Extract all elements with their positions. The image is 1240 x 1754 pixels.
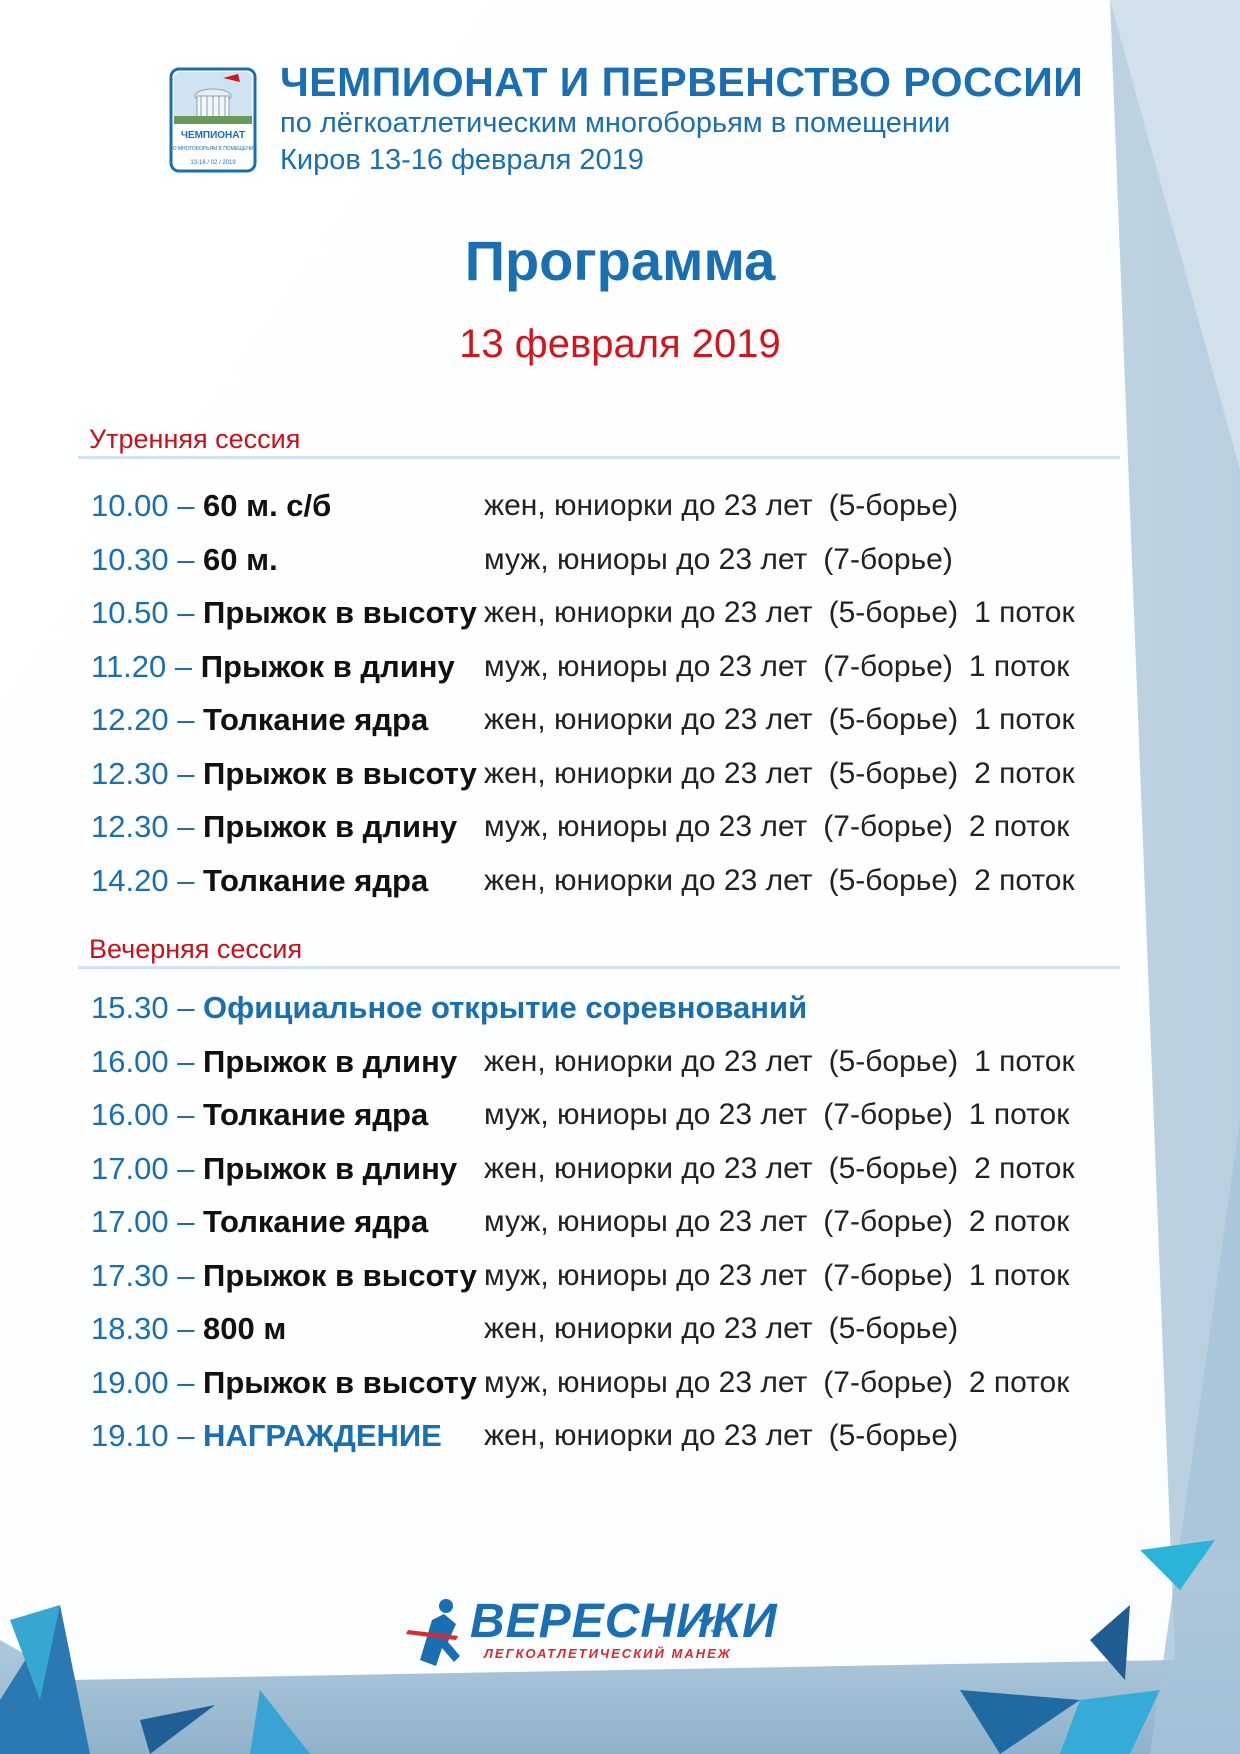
header	[280, 56, 1084, 178]
event-time: 10.00	[91, 488, 169, 523]
event-name: НАГРАЖДЕНИЕ	[203, 1418, 442, 1453]
event-name: Толкание ядра	[203, 1204, 429, 1239]
event-details	[484, 693, 1091, 746]
event-stream: 2 поток	[968, 810, 1070, 843]
event-name: Толкание ядра	[203, 862, 429, 898]
event-details	[484, 1356, 1085, 1409]
event-category: жен, юниорки до 23 лет	[484, 1151, 813, 1185]
event-type: (5-борье)	[828, 1044, 959, 1078]
event-type: (7-борье)	[823, 542, 953, 576]
event-category: муж, юниоры до 23 лет	[484, 1365, 808, 1399]
session-divider	[78, 966, 1120, 969]
event-name: Прыжок в длину	[203, 809, 458, 844]
separator-dash: –	[168, 809, 204, 844]
event-type: (7-борье)	[823, 1205, 953, 1238]
event-name: Прыжок в высоту	[203, 1257, 477, 1293]
event-time: 17.30	[91, 1257, 169, 1293]
event-time: 14.20	[91, 862, 169, 898]
event-details	[484, 1088, 1085, 1141]
separator-dash: –	[168, 990, 204, 1025]
championship-logo	[168, 66, 258, 174]
program-date: 13 февраля 2019	[459, 322, 781, 366]
svg-text:ЧЕМПИОНАТ: ЧЕМПИОНАТ	[180, 130, 246, 141]
event-category: жен, юниорки до 23 лет	[484, 1044, 813, 1078]
schedule-row	[91, 1302, 1141, 1356]
event-type: (7-борье)	[823, 1258, 953, 1292]
event-details	[484, 1409, 974, 1462]
separator-dash: –	[168, 702, 204, 737]
event-type: (5-борье)	[828, 596, 959, 629]
event-category: муж, юниоры до 23 лет	[484, 1205, 808, 1238]
event-name: Прыжок в высоту	[203, 595, 477, 630]
event-time: 17.00	[91, 1150, 169, 1186]
event-details	[484, 1142, 1091, 1195]
event-name: Прыжок в длину	[203, 1043, 458, 1079]
event-name: Официальное открытие соревнований	[203, 990, 808, 1025]
svg-text:13-16 / 02 / 2019: 13-16 / 02 / 2019	[190, 160, 236, 166]
event-stream: 2 поток	[974, 1151, 1075, 1185]
event-name: Прыжок в длину	[200, 648, 455, 684]
event-name: Толкание ядра	[203, 1097, 429, 1132]
event-type: (7-борье)	[823, 810, 953, 843]
event-category: муж, юниоры до 23 лет	[484, 1258, 808, 1292]
session-label-evening: Вечерняя сессия	[89, 934, 303, 964]
event-time: 16.00	[91, 1097, 169, 1132]
schedule-row	[91, 981, 1141, 1035]
event-time: 12.20	[91, 702, 169, 737]
separator-dash: –	[166, 648, 201, 684]
header-subtitle: по лёгкоатлетическим многоборьям в помещении	[280, 107, 951, 139]
program-title: Программа	[464, 229, 776, 292]
event-time: 10.30	[91, 541, 169, 577]
event-time: 19.00	[91, 1364, 169, 1400]
event-details	[484, 800, 1085, 853]
schedule-row	[91, 1035, 1141, 1089]
event-time: 11.20	[91, 648, 167, 684]
event-details	[484, 533, 969, 586]
event-category: жен, юниорки до 23 лет	[484, 596, 813, 629]
separator-dash: –	[168, 1364, 204, 1400]
event-time: 12.30	[91, 809, 169, 844]
event-name: 60 м.	[203, 541, 278, 577]
event-details	[484, 747, 1091, 800]
event-type: (5-борье)	[828, 489, 959, 522]
footer-brand-subtitle: ЛЕГКОАТЛЕТИЧЕСКИЙ МАНЕЖ	[484, 1646, 732, 1661]
session-divider	[78, 456, 1120, 459]
event-type: (5-борье)	[828, 1312, 959, 1345]
event-details	[484, 854, 1091, 907]
event-category: жен, юниорки до 23 лет	[484, 863, 813, 897]
event-stream: 2 поток	[974, 756, 1075, 790]
event-time: 15.30	[91, 990, 169, 1025]
header-city-dates: Киров 13-16 февраля 2019	[280, 144, 644, 176]
event-name: Толкание ядра	[203, 702, 429, 737]
event-type: (5-борье)	[828, 863, 959, 897]
event-type: (5-борье)	[828, 1419, 959, 1452]
schedule-row	[91, 1195, 1141, 1249]
event-name: 60 м. с/б	[203, 488, 332, 523]
event-stream: 1 поток	[974, 703, 1075, 736]
separator-dash: –	[168, 1418, 204, 1453]
event-category: муж, юниоры до 23 лет	[484, 649, 808, 683]
schedule-row	[91, 1249, 1141, 1303]
session-schedule-evening	[91, 981, 1141, 1463]
event-name: Прыжок в длину	[203, 1150, 458, 1186]
separator-dash: –	[168, 541, 204, 577]
header-title: ЧЕМПИОНАТ И ПЕРВЕНСТВО РОССИИ	[280, 59, 1084, 105]
event-time: 19.10	[91, 1418, 169, 1453]
event-type: (7-борье)	[823, 649, 953, 683]
event-details	[484, 1302, 974, 1355]
schedule-row	[91, 586, 1141, 640]
event-category: жен, юниорки до 23 лет	[484, 1419, 813, 1452]
event-category: жен, юниорки до 23 лет	[484, 756, 813, 790]
separator-dash: –	[168, 1150, 204, 1186]
separator-dash: –	[168, 595, 204, 630]
schedule-row	[91, 640, 1141, 694]
event-stream: 1 поток	[968, 649, 1070, 683]
schedule-row	[91, 747, 1141, 801]
svg-text:ПО МНОГОБОРЬЯМ В ПОМЕЩЕНИИ: ПО МНОГОБОРЬЯМ В ПОМЕЩЕНИИ	[168, 146, 258, 152]
event-name: 800 м	[203, 1311, 287, 1346]
event-type: (5-борье)	[828, 756, 959, 790]
event-time: 10.50	[91, 595, 169, 630]
session-schedule-morning	[91, 479, 1141, 907]
schedule-row	[91, 1088, 1141, 1142]
separator-dash: –	[168, 1204, 204, 1239]
schedule-row	[91, 533, 1141, 587]
event-type: (7-борье)	[823, 1098, 953, 1131]
separator-dash: –	[168, 1043, 204, 1079]
event-type: (5-борье)	[828, 703, 959, 736]
event-type: (5-борье)	[828, 1151, 959, 1185]
event-time: 18.30	[91, 1311, 169, 1346]
event-time: 16.00	[91, 1043, 169, 1079]
schedule-row	[91, 1409, 1141, 1463]
event-category: жен, юниорки до 23 лет	[484, 489, 813, 522]
event-details	[484, 1035, 1091, 1088]
session-label-morning: Утренняя сессия	[89, 424, 301, 454]
event-stream: 1 поток	[968, 1098, 1070, 1131]
footer-brand-name: ВЕРЕСНИКИ	[470, 1595, 778, 1648]
event-stream: 1 поток	[974, 1044, 1075, 1078]
event-type: (7-борье)	[823, 1365, 953, 1399]
event-name: Прыжок в высоту	[203, 1364, 477, 1400]
event-time: 17.00	[91, 1204, 169, 1239]
event-time: 12.30	[91, 755, 169, 791]
schedule-row	[91, 1142, 1141, 1196]
schedule-row	[91, 800, 1141, 854]
event-details	[484, 479, 974, 532]
separator-dash: –	[168, 1097, 204, 1132]
event-details	[484, 586, 1091, 639]
schedule-row	[91, 1356, 1141, 1410]
event-category: муж, юниоры до 23 лет	[484, 1098, 808, 1131]
event-name: Прыжок в высоту	[203, 755, 477, 791]
separator-dash: –	[168, 488, 204, 523]
separator-dash: –	[168, 862, 204, 898]
event-stream: 1 поток	[974, 596, 1075, 629]
event-details	[484, 1249, 1085, 1302]
event-details	[484, 640, 1085, 693]
schedule-row	[91, 854, 1141, 908]
separator-dash: –	[168, 1257, 204, 1293]
schedule-row	[91, 479, 1141, 533]
separator-dash: –	[168, 1311, 204, 1346]
event-stream: 2 поток	[974, 863, 1075, 897]
separator-dash: –	[168, 755, 204, 791]
event-category: жен, юниорки до 23 лет	[484, 1312, 813, 1345]
event-stream: 2 поток	[968, 1365, 1070, 1399]
event-details	[484, 1195, 1085, 1248]
event-stream: 1 поток	[968, 1258, 1070, 1292]
event-category: жен, юниорки до 23 лет	[484, 703, 813, 736]
event-category: муж, юниоры до 23 лет	[484, 542, 808, 576]
event-category: муж, юниоры до 23 лет	[484, 810, 808, 843]
event-stream: 2 поток	[968, 1205, 1070, 1238]
schedule-row	[91, 693, 1141, 747]
